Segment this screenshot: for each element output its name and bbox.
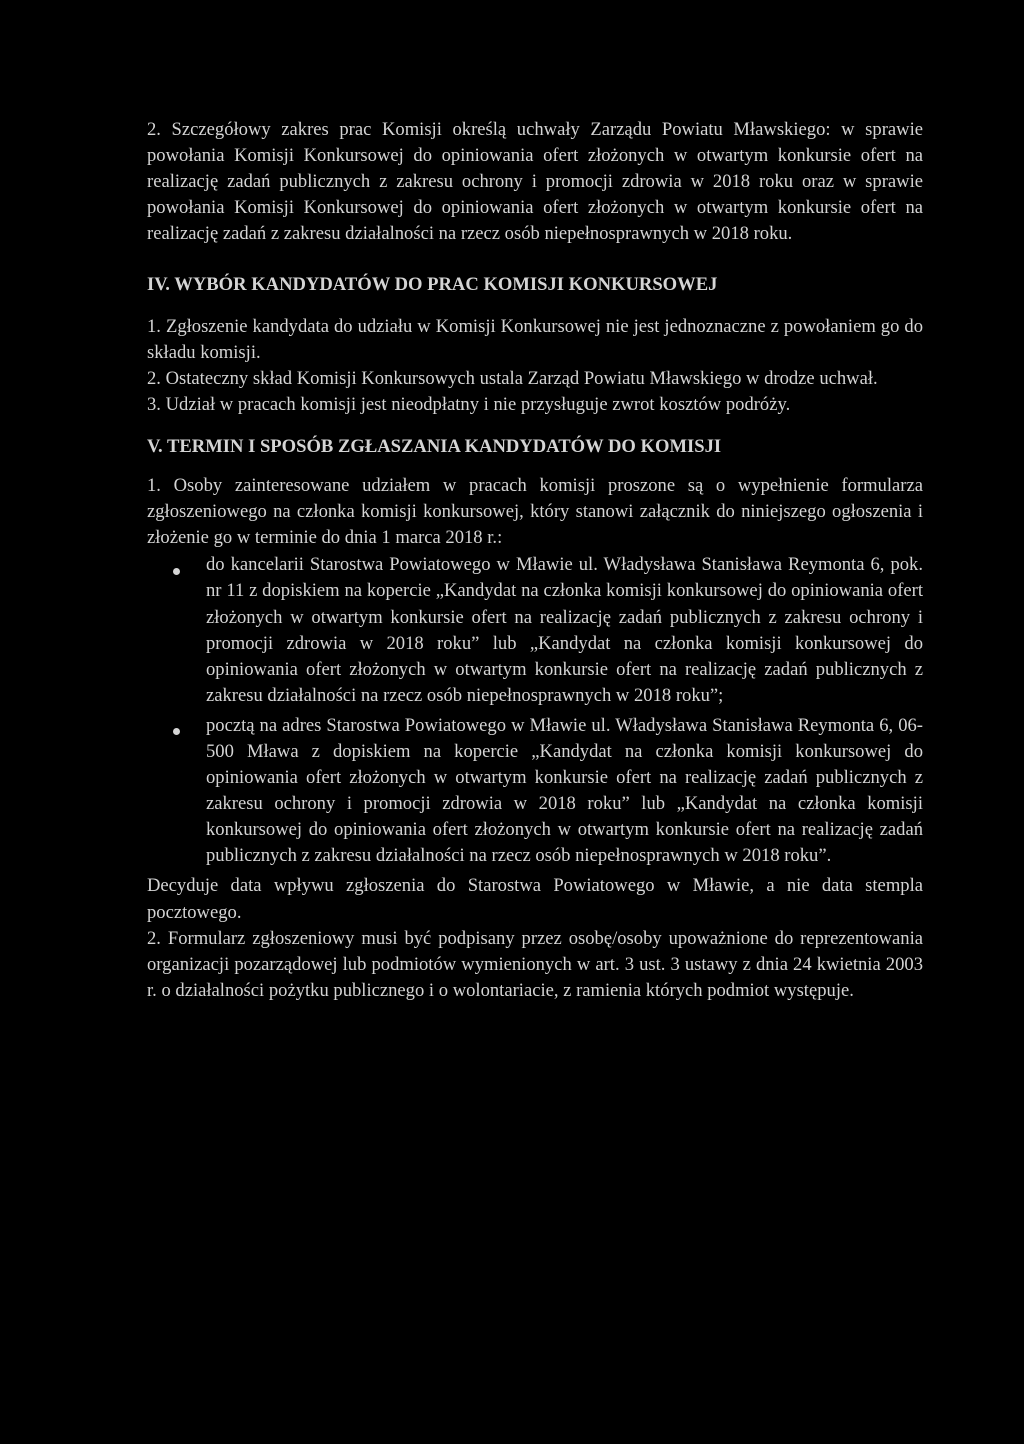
section-heading-v: V. TERMIN I SPOSÓB ZGŁASZANIA KANDYDATÓW DO KOMISJI bbox=[147, 435, 722, 457]
section-iv-item-1: 1. Zgłoszenie kandydata do udziału w Komisji Konkursowej nie jest jednoznaczne z powołaniem go do składu komisji. bbox=[147, 315, 923, 363]
section-heading-iv: IV. WYBÓR KANDYDATÓW DO PRAC KOMISJI KONKURSOWEJ bbox=[147, 274, 718, 296]
list-item bbox=[147, 713, 923, 870]
section-iv-item-3: 3. Udział w pracach komisji jest nieodpłatny i nie przysługuje zwrot kosztów podróży. bbox=[147, 393, 791, 415]
bullet-icon bbox=[147, 713, 205, 739]
section-v-paragraph-2: 2. Formularz zgłoszeniowy musi być podpisany przez osobę/osoby upoważnione do reprezentowania organizacji pozarządowej lub podmiotów wymienionych w art. 3 ust. 3 ustawy z dnia 24 kwietnia 2003 r. o działalności pożytku publicznego i o wolontariacie, z ramienia których podmiot występuje. bbox=[147, 927, 923, 1001]
bullet-icon bbox=[147, 552, 205, 578]
document-page bbox=[147, 117, 923, 1004]
paragraph-commission-scope: 2. Szczegółowy zakres prac Komisji określą uchwały Zarządu Powiatu Mławskiego: w sprawie powołania Komisji Konkursowej do opiniowania ofert złożonych w otwartym konkursie ofert na realizację zadań publicznych z zakresu ochrony i promocji zdrowia w 2018 roku oraz w sprawie powołania Komisji Konkursowej do opiniowania ofert złożonych w otwartym konkursie ofert na realizację zadań z zakresu działalności na rzecz osób niepełnosprawnych w 2018 roku. bbox=[147, 119, 923, 245]
section-v-paragraph-1: 1. Osoby zainteresowane udziałem w pracach komisji proszone są o wypełnienie formularza zgłoszeniowego na członka komisji konkursowej, który stanowi załącznik do niniejszego ogłoszenia i złożenie go w terminie do dnia 1 marca 2018 r.: bbox=[147, 475, 923, 549]
section-iv-item-2: 2. Ostateczny skład Komisji Konkursowych ustala Zarząd Powiatu Mławskiego w drodze uchwał. bbox=[147, 367, 878, 389]
list-item-text: do kancelarii Starostwa Powiatowego w Mławie ul. Władysława Stanisława Reymonta 6, pok. nr 11 z dopiskiem na kopercie „Kandydat na członka komisji konkursowej do opiniowania ofert złożonych w otwartym konkursie ofert na realizację zadań publicznych z zakresu ochrony i promocji zdrowia w 2018 roku” lub „Kandydat na członka komisji konkursowej do opiniowania ofert złożonych w otwartym konkursie ofert na realizację zadań publicznych z zakresu działalności na rzecz osób niepełnosprawnych w 2018 roku”; bbox=[206, 554, 923, 706]
submission-methods-list bbox=[147, 552, 923, 869]
list-item bbox=[147, 552, 923, 709]
decision-note: Decyduje data wpływu zgłoszenia do Starostwa Powiatowego w Mławie, a nie data stempla pocztowego. bbox=[147, 875, 923, 923]
list-item-text: pocztą na adres Starostwa Powiatowego w Mławie ul. Władysława Stanisława Reymonta 6, 06-500 Mława z dopiskiem na kopercie „Kandydat na członka komisji konkursowej do opiniowania ofert złożonych w otwartym konkursie ofert na realizację zadań publicznych z zakresu ochrony i promocji zdrowia w 2018 roku” lub „Kandydat na członka komisji konkursowej do opiniowania ofert złożonych w otwartym konkursie ofert na realizację zadań publicznych z zakresu działalności na rzecz osób niepełnosprawnych w 2018 roku”. bbox=[206, 714, 923, 867]
